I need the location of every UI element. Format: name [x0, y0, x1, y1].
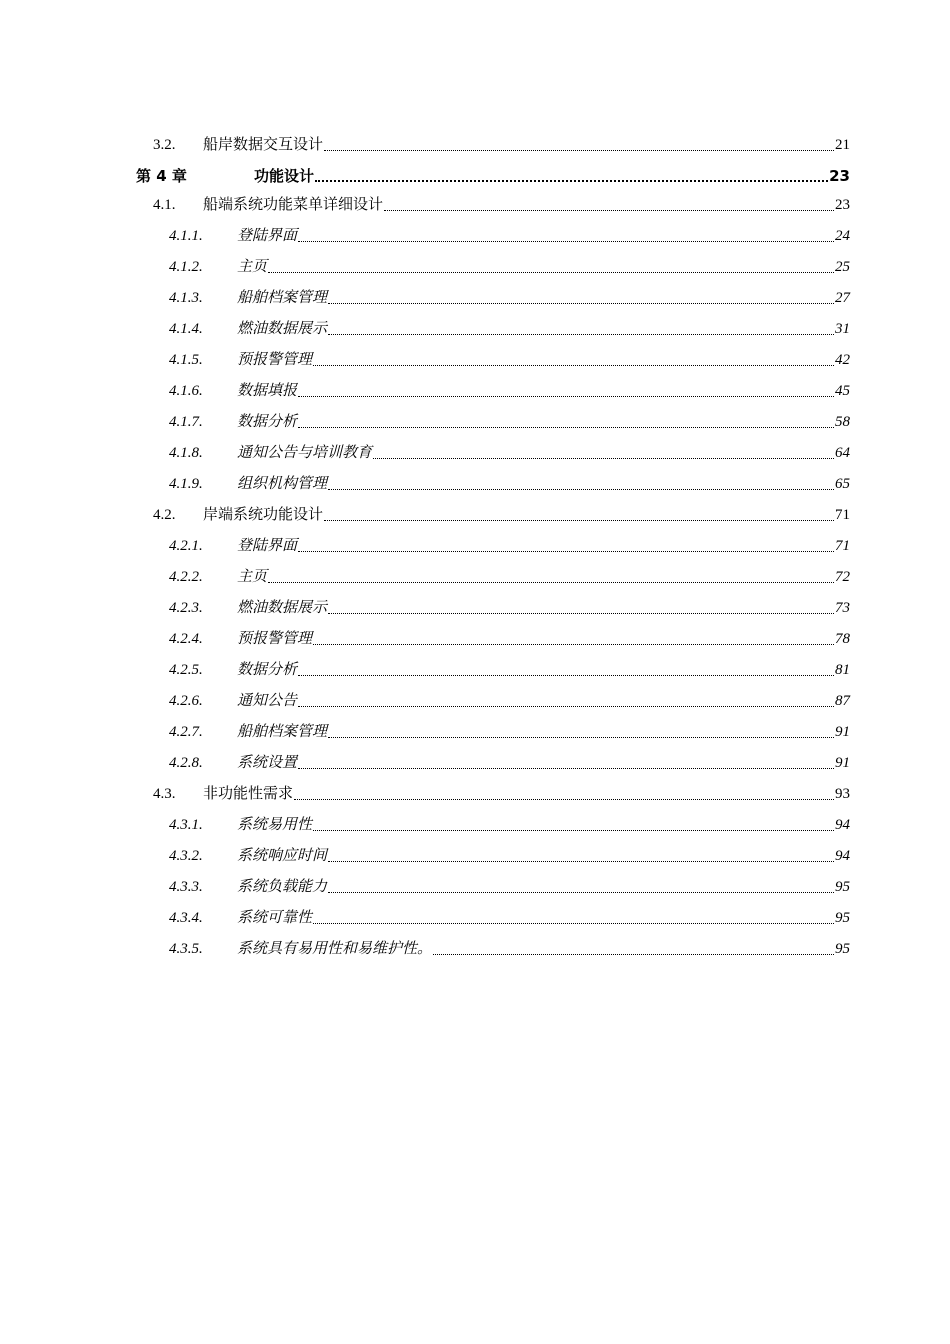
toc-entry[interactable]: [169, 471, 850, 493]
toc-entry-number: 4.1.4.: [169, 321, 203, 337]
dot-leader: [328, 736, 834, 738]
toc-entry[interactable]: [169, 595, 850, 617]
toc-entry[interactable]: [169, 657, 850, 679]
toc-entry-title: 船舶档案管理: [237, 290, 328, 306]
toc-entry-number: 4.2.8.: [169, 755, 203, 771]
dot-leader: [313, 922, 834, 924]
toc-entry[interactable]: [169, 688, 850, 710]
toc-entry-page: 65: [835, 476, 850, 492]
toc-entry-title: 主页: [237, 569, 268, 585]
dot-leader: [298, 550, 834, 552]
dot-leader: [298, 395, 834, 397]
toc-entry-title: 燃油数据展示: [237, 600, 328, 616]
toc-entry[interactable]: [169, 750, 850, 772]
toc-entry-page: 31: [835, 321, 850, 337]
toc-entry-number: 4.2.1.: [169, 538, 203, 554]
dot-leader: [298, 767, 834, 769]
dot-leader: [328, 488, 834, 490]
toc-entry-number: 4.3.4.: [169, 910, 203, 926]
dot-leader: [384, 209, 834, 211]
toc-entry[interactable]: [153, 132, 850, 154]
toc-entry-title: 组织机构管理: [237, 476, 328, 492]
toc-entry-page: 71: [835, 538, 850, 554]
dot-leader: [294, 798, 834, 800]
toc-entry-number: 3.2.: [153, 137, 176, 153]
dot-leader: [324, 149, 834, 151]
toc-entry-page: 95: [835, 879, 850, 895]
toc-entry-number: 4.2.3.: [169, 600, 203, 616]
toc-entry-number: 4.1.6.: [169, 383, 203, 399]
toc-entry[interactable]: [169, 812, 850, 834]
toc-entry-number: 4.2.6.: [169, 693, 203, 709]
toc-entry[interactable]: [169, 905, 850, 927]
toc-entry-number: 4.2.2.: [169, 569, 203, 585]
toc-entry-title: 功能设计: [254, 167, 315, 185]
toc-entry-page: 64: [835, 445, 850, 461]
dot-leader: [328, 333, 834, 335]
toc-entry-page: 94: [835, 848, 850, 864]
toc-entry-title: 系统响应时间: [237, 848, 328, 864]
toc-entry[interactable]: [169, 719, 850, 741]
toc-entry-number: 4.2.4.: [169, 631, 203, 647]
dot-leader: [298, 674, 834, 676]
toc-entry-page: 94: [835, 817, 850, 833]
toc-entry[interactable]: [169, 440, 850, 462]
dot-leader: [298, 426, 834, 428]
toc-entry-title: 数据分析: [237, 414, 298, 430]
toc-entry-number: 4.3.1.: [169, 817, 203, 833]
toc-entry-title: 通知公告与培训教育: [237, 445, 373, 461]
toc-entry[interactable]: [169, 843, 850, 865]
toc-entry-title: 数据分析: [237, 662, 298, 678]
toc-entry-number: 4.1.7.: [169, 414, 203, 430]
toc-entry-number: 4.1.9.: [169, 476, 203, 492]
toc-entry-number: 4.1.3.: [169, 290, 203, 306]
toc-entry-page: 42: [835, 352, 850, 368]
toc-entry-title: 预报警管理: [237, 631, 313, 647]
dot-leader: [315, 179, 828, 182]
toc-entry-page: 87: [835, 693, 850, 709]
toc-entry-page: 73: [835, 600, 850, 616]
toc-entry-page: 25: [835, 259, 850, 275]
toc-entry-page: 95: [835, 910, 850, 926]
dot-leader: [268, 581, 834, 583]
toc-entry-number: 4.3.5.: [169, 941, 203, 957]
toc-entry-title: 船端系统功能菜单详细设计: [203, 197, 384, 213]
toc-entry[interactable]: [153, 502, 850, 524]
dot-leader: [433, 953, 834, 955]
toc-entry-title: 岸端系统功能设计: [203, 507, 324, 523]
toc-entry-title: 系统易用性: [237, 817, 313, 833]
toc-entry-page: 95: [835, 941, 850, 957]
dot-leader: [298, 240, 834, 242]
toc-entry-title: 数据填报: [237, 383, 298, 399]
toc-entry[interactable]: [153, 192, 850, 214]
toc-entry[interactable]: [169, 223, 850, 245]
toc-entry-title: 船舶档案管理: [237, 724, 328, 740]
dot-leader: [373, 457, 834, 459]
toc-entry-page: 91: [835, 755, 850, 771]
toc-entry-title: 系统可靠性: [237, 910, 313, 926]
toc-entry[interactable]: [169, 409, 850, 431]
toc-entry-title: 登陆界面: [237, 538, 298, 554]
toc-entry[interactable]: [169, 254, 850, 276]
toc-entry-page: 23: [835, 197, 850, 213]
toc-entry-number: 4.1.1.: [169, 228, 203, 244]
dot-leader: [313, 364, 834, 366]
toc-entry-page: 21: [835, 137, 850, 153]
toc-entry-title: 系统具有易用性和易维护性。: [237, 941, 433, 957]
toc-entry-title: 通知公告: [237, 693, 298, 709]
toc-entry-number: 4.2.5.: [169, 662, 203, 678]
toc-entry[interactable]: [169, 316, 850, 338]
dot-leader: [324, 519, 834, 521]
toc-entry-number: 4.1.5.: [169, 352, 203, 368]
toc-entry-page: 71: [835, 507, 850, 523]
toc-entry[interactable]: [169, 936, 850, 958]
toc-entry-title: 预报警管理: [237, 352, 313, 368]
toc-entry[interactable]: [169, 533, 850, 555]
dot-leader: [313, 643, 834, 645]
dot-leader: [268, 271, 834, 273]
toc-entry-number: 4.1.2.: [169, 259, 203, 275]
dot-leader: [328, 612, 834, 614]
toc-entry-page: 72: [835, 569, 850, 585]
toc-entry-number: 4.3.: [153, 786, 176, 802]
toc-entry[interactable]: [169, 626, 850, 648]
toc-entry-title: 系统设置: [237, 755, 298, 771]
toc-entry-page: 45: [835, 383, 850, 399]
dot-leader: [313, 829, 834, 831]
toc-entry-number: 第 4 章: [136, 167, 187, 185]
toc-entry-number: 4.2.: [153, 507, 176, 523]
toc-entry[interactable]: [169, 378, 850, 400]
toc-entry-page: 78: [835, 631, 850, 647]
toc-entry-page: 24: [835, 228, 850, 244]
dot-leader: [328, 891, 834, 893]
toc-entry-number: 4.1.8.: [169, 445, 203, 461]
dot-leader: [328, 302, 834, 304]
toc-entry[interactable]: [136, 163, 850, 185]
toc-entry-number: 4.2.7.: [169, 724, 203, 740]
toc-entry-title: 船岸数据交互设计: [203, 137, 324, 153]
toc-entry-number: 4.1.: [153, 197, 176, 213]
toc-entry-page: 93: [835, 786, 850, 802]
toc-entry-page: 27: [835, 290, 850, 306]
toc-entry-title: 燃油数据展示: [237, 321, 328, 337]
toc-entry-page: 23: [829, 167, 850, 185]
toc-entry-title: 主页: [237, 259, 268, 275]
toc-entry[interactable]: [169, 347, 850, 369]
toc-entry-page: 91: [835, 724, 850, 740]
toc-entry[interactable]: [153, 781, 850, 803]
toc-entry-page: 81: [835, 662, 850, 678]
toc-entry[interactable]: [169, 564, 850, 586]
toc-entry[interactable]: [169, 874, 850, 896]
dot-leader: [328, 860, 834, 862]
toc-entry[interactable]: [169, 285, 850, 307]
dot-leader: [298, 705, 834, 707]
toc-entry-title: 系统负载能力: [237, 879, 328, 895]
toc-entry-title: 登陆界面: [237, 228, 298, 244]
toc-entry-number: 4.3.3.: [169, 879, 203, 895]
toc-entry-number: 4.3.2.: [169, 848, 203, 864]
toc-entry-page: 58: [835, 414, 850, 430]
toc-entry-title: 非功能性需求: [203, 786, 294, 802]
